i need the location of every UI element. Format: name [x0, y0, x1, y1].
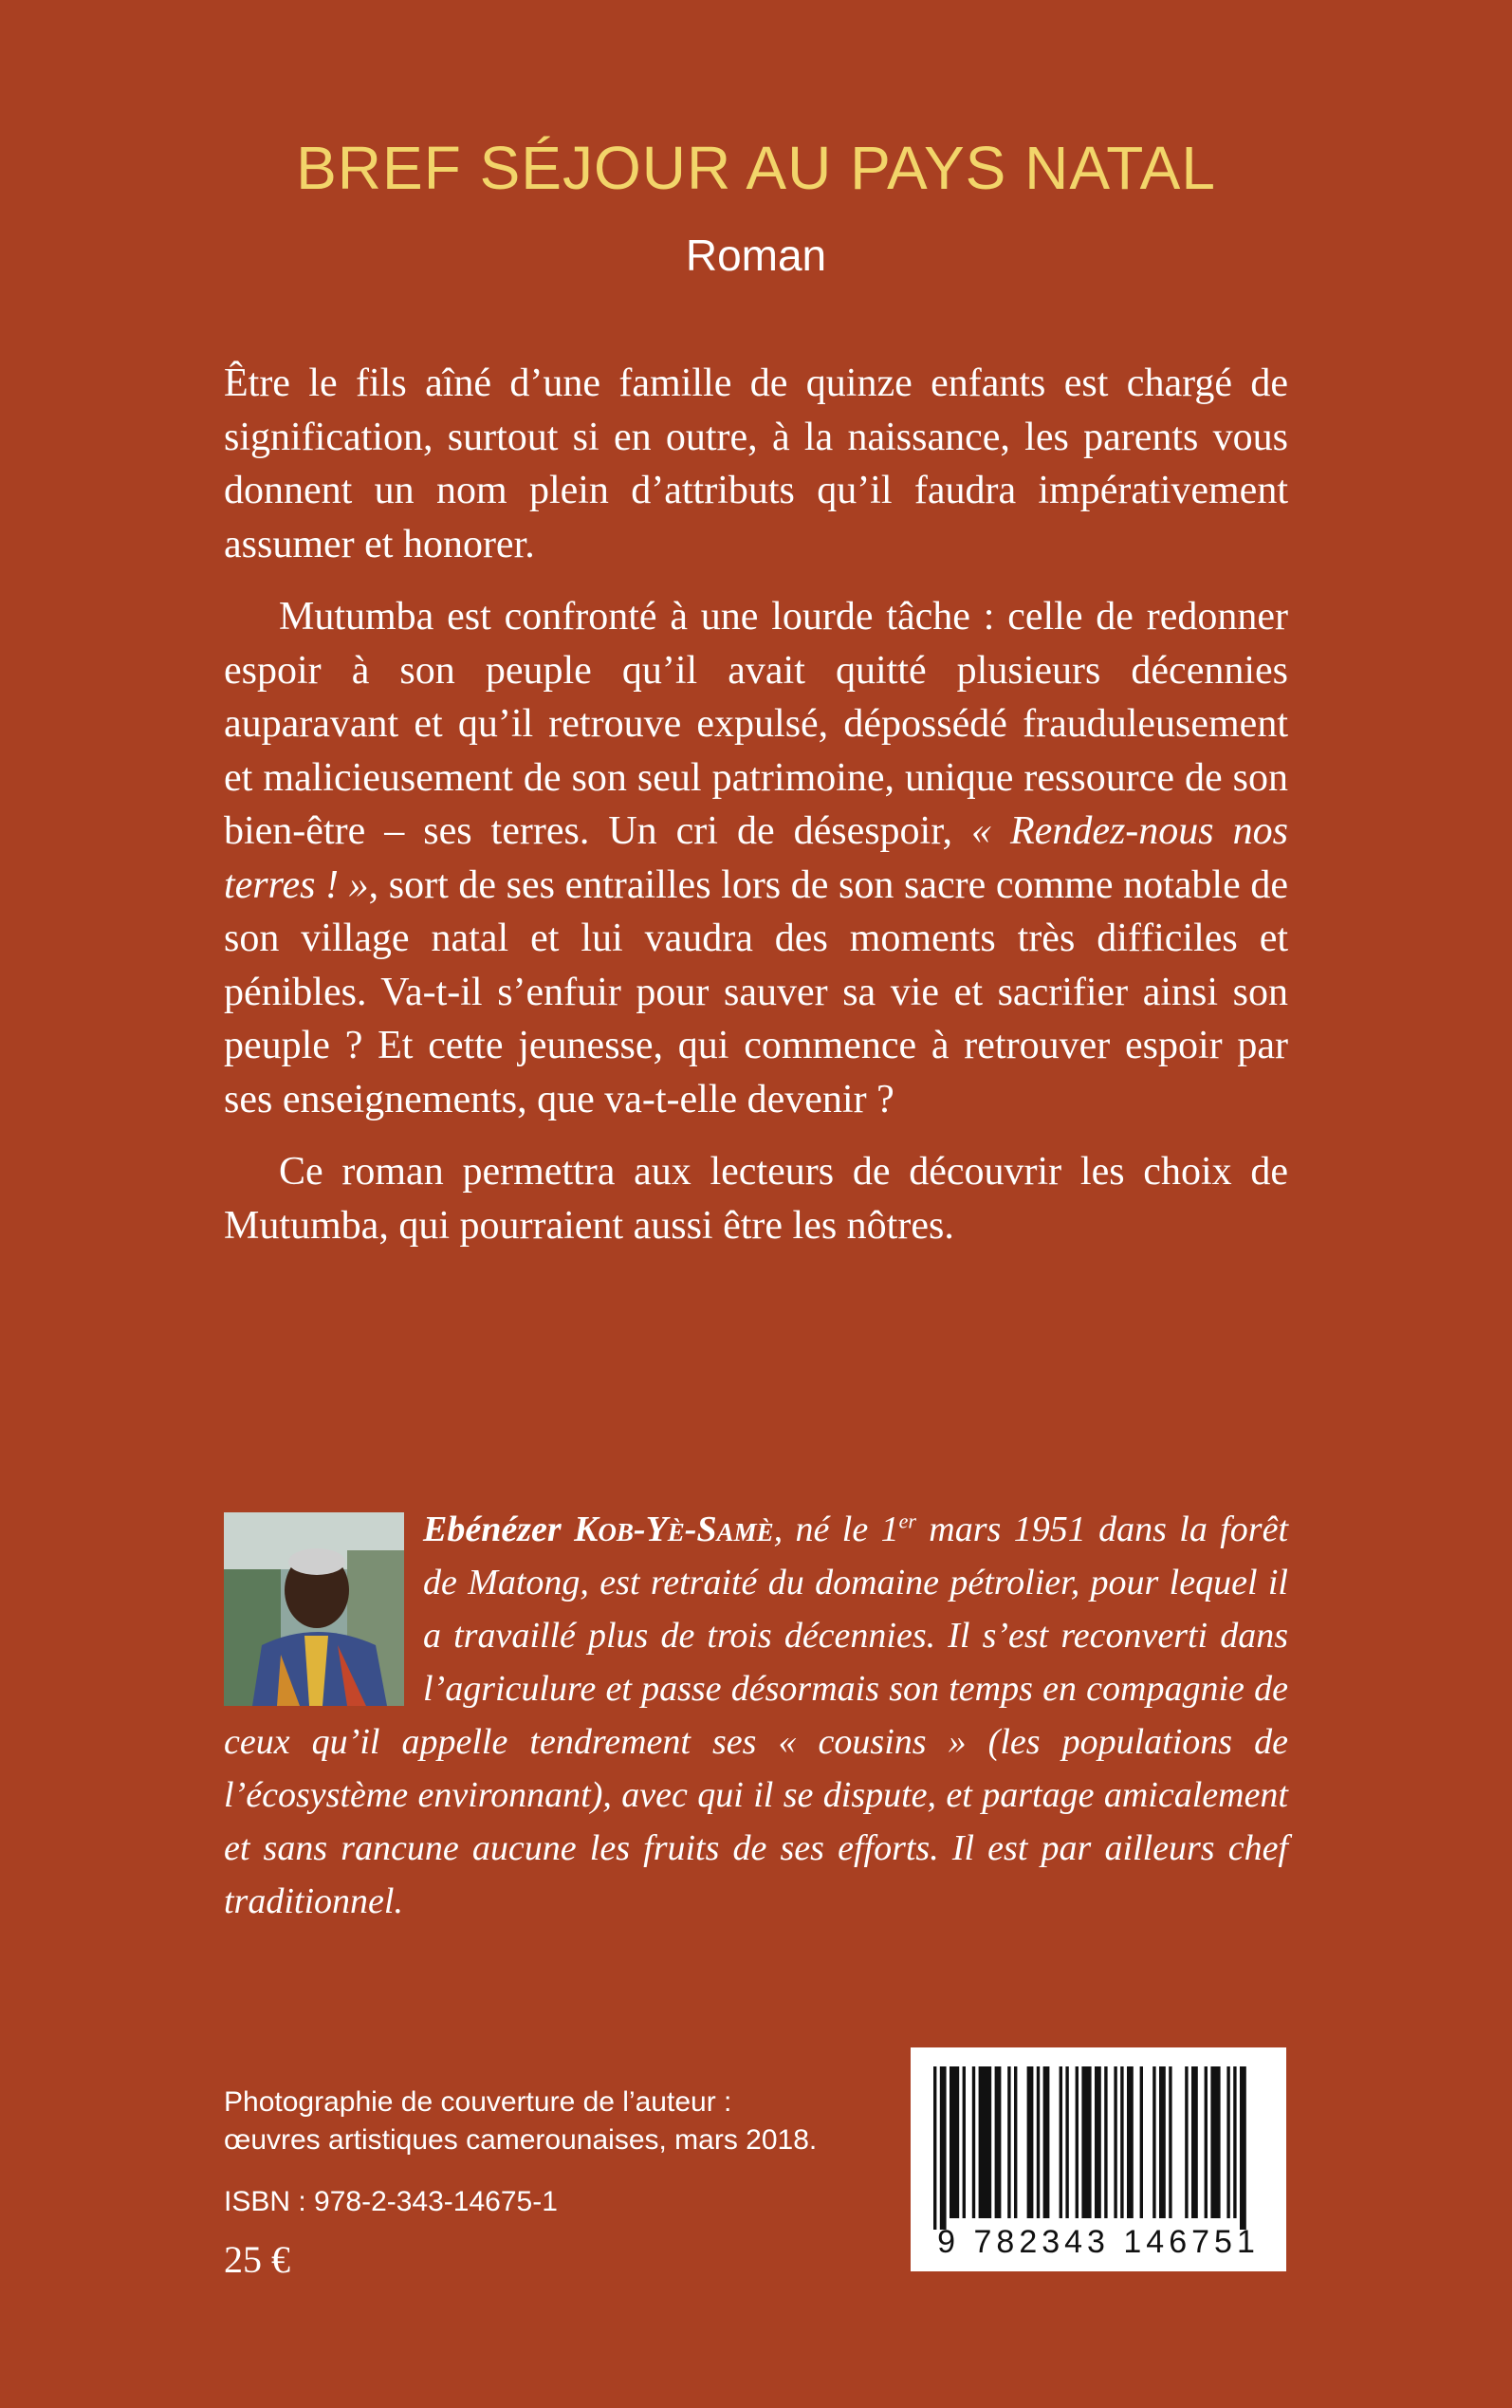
barcode-bar — [1210, 2066, 1220, 2218]
barcode-bar — [1043, 2066, 1050, 2218]
barcode-bar — [1076, 2066, 1079, 2218]
blurb-paragraph-2-start: Mutumba est confronté à une lourde tâche : celle de redonner espoir à son peuple qu’il avait quitté plusieurs décennies auparavant et qu’il retrouve expulsé, dépossédé frauduleusement et malicieusement de son seul patrimoine, unique ressource de son bien-être – ses terres. Un cri de désespoir, — [224, 595, 1288, 853]
barcode-bar — [1233, 2066, 1236, 2218]
barcode-bar — [1226, 2066, 1229, 2218]
barcode-bar — [963, 2066, 966, 2218]
barcode-bar — [1120, 2066, 1123, 2218]
author-first-name: Ebénézer — [423, 1510, 562, 1549]
barcode-bar — [972, 2066, 975, 2218]
photo-spacer — [224, 1503, 423, 1712]
barcode — [911, 2047, 1286, 2271]
barcode-bar — [1240, 2066, 1246, 2230]
barcode-bar — [933, 2066, 936, 2230]
author-bio — [224, 1503, 1288, 1928]
price: 25 € — [224, 2238, 290, 2281]
barcode-bar — [1114, 2066, 1116, 2218]
barcode-bar — [1037, 2066, 1040, 2218]
book-genre: Roman — [685, 231, 827, 280]
book-title: BREF SÉJOUR AU PAYS NATAL — [296, 134, 1216, 202]
blurb-paragraph-2 — [224, 590, 1288, 1126]
barcode-bar — [1095, 2066, 1101, 2218]
barcode-bar — [1065, 2066, 1068, 2218]
blurb-paragraph-1: Être le fils aîné d’une famille de quinze enfants est chargé de signification, surtout si en outre, à la naissance, les parents vous donnent un nom plein d’attributs qu’il faudra impérativement assumer et honorer. — [224, 361, 1288, 566]
barcode-bar — [1191, 2066, 1198, 2218]
barcode-bar — [995, 2066, 1002, 2218]
author-bio-intro: , né le 1 — [773, 1510, 899, 1549]
barcode-bar — [950, 2066, 959, 2218]
barcode-digits: 9 782343 146751 — [937, 2224, 1260, 2260]
author-bio-superscript: er — [898, 1509, 916, 1533]
barcode-bar — [1060, 2066, 1062, 2218]
blurb — [224, 357, 1288, 1271]
author-last-name: Kob-Yè-Samè — [574, 1510, 774, 1549]
barcode-bar — [1007, 2066, 1010, 2218]
barcode-bar — [1205, 2066, 1208, 2218]
blurb-paragraph-3: Ce roman permettra aux lecteurs de découvrir les choix de Mutumba, qui pourraient aussi être les nôtres. — [224, 1150, 1288, 1248]
barcode-bar — [1159, 2066, 1166, 2218]
photo-credit — [224, 2084, 888, 2159]
barcode-bar — [1169, 2066, 1171, 2218]
barcode-bar — [1104, 2066, 1107, 2218]
blurb-paragraph-2-end: , sort de ses entrailles lors de son sacre comme notable de son village natal et lui vaudra des moments très difficiles et pénibles. Va-t-il s’enfuir pour sauver sa vie et sacrifier ainsi son peuple ? Et cette jeunesse, qui commence à retrouver espoir par ses enseignements, que va-t-elle devenir ? — [224, 862, 1288, 1121]
isbn: ISBN : 978-2-343-14675-1 — [224, 2186, 558, 2217]
barcode-bar — [1127, 2066, 1134, 2218]
blurb-quote: « Rendez-nous nos terres ! » — [224, 809, 1288, 907]
photo-credit-line-2: œuvres artistiques camerounaises, mars 2018. — [224, 2124, 818, 2156]
photo-credit-line-1: Photographie de couverture de l’auteur : — [224, 2086, 732, 2118]
barcode-bar — [1185, 2066, 1188, 2218]
barcode-bar — [1027, 2066, 1034, 2218]
author-bio-text: mars 1951 dans la forêt de Matong, est retraité du domaine pétrolier, pour lequel il a travaillé plus de trois décennies. Il s’est reconverti dans l’agriculure et passe désormais son temps en compagnie de ceux qu’il appelle tendrement ses « cousins » (les populations de l’écosystème environnant), avec qui il se dispute, et partage amicalement et sans rancune aucune les fruits de ses efforts. Il est par ailleurs chef traditionnel. — [224, 1510, 1289, 1921]
barcode-bar — [1152, 2066, 1155, 2218]
barcode-bar — [979, 2066, 992, 2218]
barcode-bar — [1140, 2066, 1143, 2218]
barcode-bar — [940, 2066, 947, 2230]
barcode-bar — [1014, 2066, 1017, 2218]
barcode-bar — [1081, 2066, 1091, 2218]
